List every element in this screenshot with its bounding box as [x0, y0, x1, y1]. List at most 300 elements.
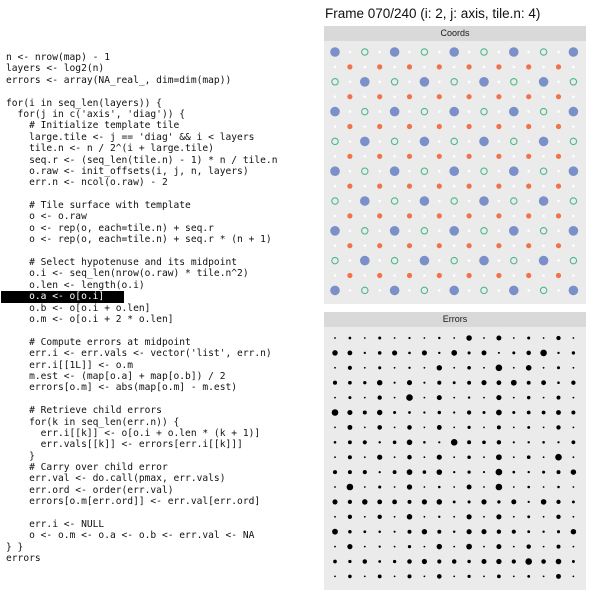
error-dot	[453, 516, 455, 518]
error-dot	[513, 576, 515, 578]
error-dot	[451, 350, 457, 356]
error-dot	[437, 395, 442, 400]
error-dot	[571, 381, 575, 385]
green-ring-point	[332, 138, 338, 144]
grid-dot	[498, 51, 501, 54]
error-dot	[407, 574, 411, 578]
error-dot	[540, 350, 547, 357]
code-line: for(i in seq_len(layers)) {	[6, 97, 162, 109]
error-dot	[483, 456, 485, 458]
grid-dot	[468, 170, 471, 173]
grid-dot	[438, 259, 441, 262]
error-dot	[483, 486, 485, 488]
error-dot	[573, 427, 575, 429]
green-ring-point	[481, 168, 487, 174]
grid-dot	[378, 230, 381, 233]
error-dot	[467, 410, 471, 414]
error-dot	[408, 530, 412, 534]
code-line: o <- o.raw	[6, 211, 87, 223]
grid-dot	[393, 95, 396, 98]
error-dot	[423, 470, 427, 474]
errors-panel	[324, 312, 586, 590]
grid-dot	[557, 110, 560, 113]
grid-dot	[542, 215, 545, 218]
grid-dot	[572, 155, 575, 158]
grid-dot	[453, 185, 456, 188]
error-dot	[364, 576, 366, 578]
blue-point	[330, 226, 340, 236]
error-dot	[497, 530, 501, 534]
grid-dot	[468, 289, 471, 292]
error-dot	[364, 337, 366, 339]
error-dot	[332, 350, 338, 356]
green-ring-point	[511, 257, 517, 263]
grid-dot	[393, 215, 396, 218]
error-dot	[334, 516, 336, 518]
error-dot	[496, 469, 503, 476]
error-dot	[528, 471, 530, 473]
error-dot	[527, 455, 531, 459]
code-line: err.ord <- order(err.val)	[6, 484, 174, 496]
error-dot	[467, 575, 470, 578]
error-dot	[453, 337, 455, 339]
error-dot	[556, 559, 562, 565]
green-ring-point	[511, 198, 517, 204]
grid-dot	[542, 95, 545, 98]
error-dot	[513, 516, 515, 518]
code-line: errors[o.m[err.ord]] <- err.val[err.ord]	[6, 496, 261, 508]
grid-dot	[468, 259, 471, 262]
error-dot	[557, 486, 560, 489]
code-line: layers <- log2(n)	[6, 63, 105, 75]
grid-dot	[498, 289, 501, 292]
grid-dot	[423, 66, 426, 69]
grid-dot	[423, 274, 426, 277]
green-ring-point	[362, 108, 368, 114]
error-dot	[393, 440, 397, 444]
grid-dot	[334, 155, 337, 158]
error-dot	[513, 337, 515, 339]
grid-dot	[408, 140, 411, 143]
error-dot	[348, 381, 352, 385]
grid-dot	[349, 51, 352, 54]
error-dot	[543, 337, 545, 339]
green-ring-point	[570, 79, 576, 85]
error-dot	[496, 484, 503, 491]
error-dot	[543, 367, 545, 369]
code-line: # Initialize template tile	[6, 120, 180, 132]
error-dot	[332, 409, 339, 416]
error-dot	[571, 411, 575, 415]
grid-dot	[378, 140, 381, 143]
error-dot	[496, 365, 503, 372]
green-ring-point	[362, 228, 368, 234]
error-dot	[571, 529, 576, 534]
error-dot	[527, 575, 530, 578]
error-dot	[453, 530, 455, 532]
code-line	[6, 246, 324, 257]
error-dot	[394, 456, 396, 458]
error-dot	[364, 516, 366, 518]
grid-dot	[513, 66, 516, 69]
error-dot	[482, 440, 486, 444]
error-dot	[496, 410, 502, 416]
code-line: # Retrieve child errors	[6, 405, 162, 417]
error-dot	[512, 530, 516, 534]
code-line	[6, 394, 324, 405]
error-dot	[543, 427, 545, 429]
grid-dot	[513, 185, 516, 188]
green-ring-point	[481, 108, 487, 114]
grid-dot	[393, 185, 396, 188]
grid-dot	[408, 259, 411, 262]
error-dot	[573, 367, 575, 369]
error-dot	[452, 559, 456, 563]
error-dot	[348, 515, 352, 519]
error-dot	[393, 411, 396, 414]
blue-point	[509, 47, 519, 57]
grid-dot	[378, 259, 381, 262]
orange-point	[526, 94, 531, 99]
frame-title: Frame 070/240 (i: 2, j: axis, tile.n: 4)	[325, 6, 541, 21]
error-dot	[527, 336, 530, 339]
grid-dot	[408, 289, 411, 292]
error-dot	[512, 559, 516, 563]
blue-point	[509, 286, 519, 296]
grid-dot	[364, 95, 367, 98]
grid-dot	[453, 125, 456, 128]
orange-point	[377, 273, 382, 278]
code-line: o.i <- seq_len(nrow(o.raw) * tile.n^2)	[6, 268, 249, 280]
grid-dot	[349, 259, 352, 262]
orange-point	[526, 124, 531, 129]
orange-point	[437, 213, 442, 218]
grid-dot	[468, 230, 471, 233]
blue-point	[390, 226, 400, 236]
error-dot	[347, 410, 352, 415]
grid-dot	[378, 51, 381, 54]
grid-dot	[498, 140, 501, 143]
error-dot	[423, 382, 425, 384]
grid-dot	[483, 185, 486, 188]
error-dot	[378, 395, 382, 399]
blue-point	[509, 166, 519, 176]
grid-dot	[483, 95, 486, 98]
grid-dot	[572, 185, 575, 188]
orange-point	[437, 124, 442, 129]
error-dot	[451, 439, 458, 446]
errors-plot	[324, 327, 586, 590]
error-dot	[572, 560, 575, 563]
grid-dot	[483, 155, 486, 158]
grid-dot	[393, 244, 396, 247]
grid-dot	[542, 244, 545, 247]
error-dot	[467, 455, 471, 459]
orange-point	[467, 243, 472, 248]
error-dot	[394, 576, 396, 578]
error-dot	[543, 486, 545, 488]
grid-dot	[438, 81, 441, 84]
green-ring-point	[362, 49, 368, 55]
blue-point	[569, 286, 579, 296]
green-ring-point	[421, 49, 427, 55]
blue-point	[509, 226, 519, 236]
error-dot	[527, 381, 531, 385]
blue-point	[420, 137, 430, 147]
orange-point	[437, 154, 442, 159]
error-dot	[364, 427, 366, 429]
grid-dot	[453, 95, 456, 98]
green-ring-point	[570, 198, 576, 204]
orange-point	[526, 273, 531, 278]
grid-dot	[393, 155, 396, 158]
error-dot	[556, 410, 561, 415]
error-dot	[527, 396, 530, 399]
orange-point	[377, 64, 382, 69]
grid-dot	[453, 215, 456, 218]
blue-point	[569, 226, 579, 236]
blue-point	[539, 77, 549, 87]
grid-dot	[453, 244, 456, 247]
orange-point	[377, 184, 382, 189]
grid-dot	[513, 274, 516, 277]
code-line: err.i <- err.vals <- vector('list', err.n)	[6, 348, 272, 360]
error-dot	[364, 397, 366, 399]
error-dot	[378, 351, 382, 355]
error-dot	[526, 365, 532, 371]
error-dot	[467, 560, 470, 563]
error-dot	[406, 394, 413, 401]
grid-dot	[349, 230, 352, 233]
orange-point	[467, 124, 472, 129]
code-line: for(k in seq_len(err.n)) {	[6, 416, 180, 428]
orange-point	[407, 154, 412, 159]
error-dot	[378, 336, 381, 339]
orange-point	[526, 213, 531, 218]
error-dot	[453, 486, 455, 488]
grid-dot	[438, 140, 441, 143]
grid-dot	[408, 230, 411, 233]
error-dot	[543, 546, 545, 548]
orange-point	[496, 184, 501, 189]
grid-dot	[527, 81, 530, 84]
orange-point	[407, 184, 412, 189]
grid-dot	[513, 95, 516, 98]
orange-point	[467, 273, 472, 278]
blue-point	[539, 137, 549, 147]
orange-point	[377, 124, 382, 129]
grid-dot	[527, 289, 530, 292]
error-dot	[543, 456, 545, 458]
error-dot	[407, 440, 413, 446]
error-dot	[555, 454, 562, 461]
error-dot	[481, 559, 486, 564]
grid-dot	[453, 155, 456, 158]
error-dot	[362, 499, 367, 504]
error-dot	[437, 425, 442, 430]
green-ring-point	[421, 287, 427, 293]
error-dot	[573, 456, 575, 458]
green-ring-point	[391, 257, 397, 263]
error-dot	[467, 470, 470, 473]
blue-point	[569, 107, 579, 117]
grid-dot	[557, 230, 560, 233]
error-dot	[334, 427, 336, 429]
orange-point	[347, 273, 352, 278]
error-dot	[556, 500, 560, 504]
error-dot	[526, 351, 531, 356]
error-dot	[525, 558, 532, 565]
error-dot	[556, 425, 560, 429]
orange-point	[347, 243, 352, 248]
error-dot	[512, 351, 515, 354]
orange-point	[377, 154, 382, 159]
green-ring-point	[511, 138, 517, 144]
orange-point	[467, 184, 472, 189]
error-dot	[543, 576, 545, 578]
error-dot	[467, 366, 471, 370]
error-dot	[512, 411, 515, 414]
grid-dot	[349, 200, 352, 203]
grid-dot	[364, 215, 367, 218]
orange-point	[347, 184, 352, 189]
grid-dot	[438, 230, 441, 233]
error-dot	[467, 426, 470, 429]
green-ring-point	[421, 228, 427, 234]
grid-dot	[423, 155, 426, 158]
grid-dot	[378, 81, 381, 84]
error-dot	[483, 337, 485, 339]
error-dot	[543, 397, 545, 399]
error-dot	[394, 367, 396, 369]
code-line: tile.n <- n / 2^(i + large.tile)	[6, 143, 214, 155]
green-ring-point	[451, 198, 457, 204]
code-line: for(j in c('axis', 'diag')) {	[6, 108, 186, 120]
error-dot	[363, 470, 367, 474]
error-dot	[407, 380, 412, 385]
error-dot	[333, 470, 337, 474]
orange-point	[407, 64, 412, 69]
grid-dot	[378, 170, 381, 173]
grid-dot	[572, 95, 575, 98]
orange-point	[556, 94, 561, 99]
error-dot	[408, 545, 411, 548]
error-dot	[334, 397, 336, 399]
green-ring-point	[332, 198, 338, 204]
green-ring-point	[421, 168, 427, 174]
error-dot	[481, 529, 486, 534]
grid-dot	[438, 110, 441, 113]
grid-dot	[423, 95, 426, 98]
error-dot	[467, 529, 472, 534]
error-dot	[377, 455, 382, 460]
blue-point	[569, 166, 579, 176]
blue-point	[420, 77, 430, 87]
error-dot	[527, 486, 530, 489]
grid-dot	[572, 215, 575, 218]
grid-dot	[498, 170, 501, 173]
error-dot	[482, 411, 485, 414]
code-line: } }	[6, 541, 24, 553]
error-dot	[453, 427, 455, 429]
error-dot	[424, 367, 426, 369]
error-dot	[556, 574, 561, 579]
error-dot	[407, 484, 412, 489]
green-ring-point	[570, 138, 576, 144]
blue-point	[509, 107, 519, 117]
error-dot	[481, 499, 486, 504]
error-dot	[348, 366, 352, 370]
grid-dot	[408, 51, 411, 54]
error-dot	[334, 546, 336, 548]
orange-point	[467, 154, 472, 159]
grid-dot	[483, 66, 486, 69]
error-dot	[364, 546, 366, 548]
error-dot	[541, 380, 546, 385]
blue-point	[449, 226, 459, 236]
grid-dot	[334, 66, 337, 69]
grid-dot	[468, 200, 471, 203]
grid-dot	[527, 110, 530, 113]
code-line: err.n <- ncol(o.raw) - 2	[6, 177, 168, 189]
grid-dot	[527, 200, 530, 203]
error-dot	[394, 546, 396, 548]
orange-point	[556, 124, 561, 129]
error-dot	[513, 456, 515, 458]
error-dot	[378, 366, 381, 369]
coords-plot	[324, 41, 586, 304]
green-ring-point	[451, 257, 457, 263]
green-ring-point	[540, 49, 546, 55]
code-line: # Compute errors at midpoint	[6, 336, 191, 348]
green-ring-point	[391, 138, 397, 144]
grid-dot	[513, 215, 516, 218]
orange-point	[467, 213, 472, 218]
green-ring-point	[481, 228, 487, 234]
grid-dot	[349, 289, 352, 292]
error-dot	[557, 396, 561, 400]
grid-dot	[423, 185, 426, 188]
grid-dot	[542, 155, 545, 158]
error-dot	[332, 529, 338, 535]
orange-point	[496, 94, 501, 99]
grid-dot	[364, 185, 367, 188]
grid-dot	[393, 125, 396, 128]
error-dot	[483, 427, 485, 429]
error-dot	[542, 531, 544, 533]
grid-dot	[527, 230, 530, 233]
orange-point	[526, 154, 531, 159]
code-line: o <- rep(o, each=tile.n) + seq.r	[6, 222, 214, 234]
grid-dot	[364, 155, 367, 158]
green-ring-point	[540, 228, 546, 234]
code-line: }	[6, 450, 35, 462]
error-dot	[348, 560, 351, 563]
green-ring-point	[332, 79, 338, 85]
error-dot	[542, 411, 546, 415]
error-dot	[408, 367, 410, 369]
blue-point	[539, 256, 549, 266]
grid-dot	[468, 140, 471, 143]
error-dot	[334, 576, 336, 578]
error-dot	[467, 514, 472, 519]
error-dot	[334, 456, 336, 458]
code-line: o.b <- o[o.i + o.len]	[6, 302, 151, 314]
error-dot	[527, 515, 530, 518]
code-line: errors[o.m] <- abs(map[o.m] - m.est)	[6, 382, 238, 394]
error-dot	[512, 471, 515, 474]
error-dot	[438, 352, 440, 354]
